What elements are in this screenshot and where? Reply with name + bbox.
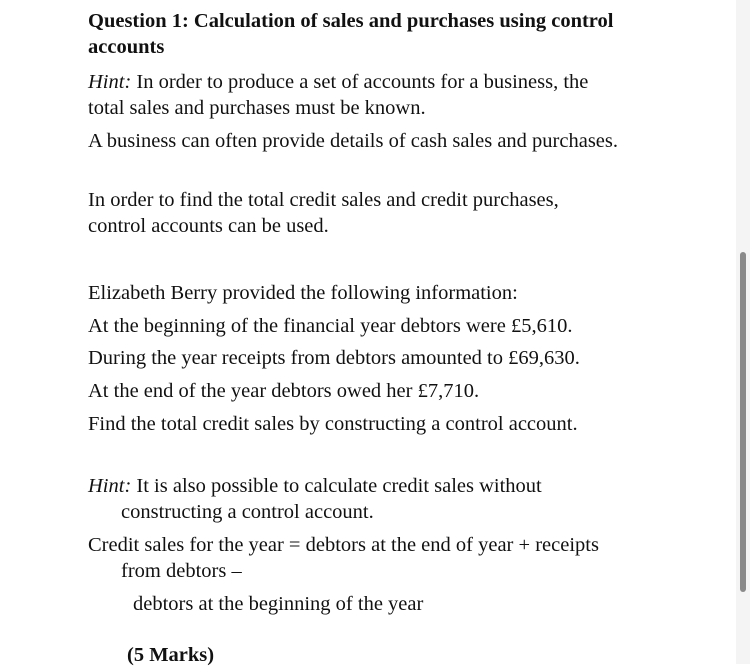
scrollbar-thumb[interactable] (740, 252, 746, 592)
question-title-line-1: Question 1: Calculation of sales and purchases using control (88, 10, 614, 32)
info-line-1: Elizabeth Berry provided the following information: (88, 282, 518, 304)
hint-1-line-1 (88, 69, 588, 95)
paragraph-2-line-2: control accounts can be used. (88, 215, 329, 237)
hint-1-text: In order to produce a set of accounts for a business, the (131, 71, 589, 93)
hint-2-text: It is also possible to calculate credit sales without (131, 475, 542, 497)
hint-2-line-1 (88, 473, 542, 499)
info-line-2: At the beginning of the financial year debtors were £5,610. (88, 315, 573, 337)
paragraph-1: A business can often provide details of cash sales and purchases. (88, 130, 619, 152)
question-title-line-2: accounts (88, 36, 165, 58)
paragraph-2-line-1: In order to find the total credit sales and credit purchases, (88, 189, 559, 211)
formula-line-3: debtors at the beginning of the year (133, 593, 424, 615)
info-line-3: During the year receipts from debtors amounted to £69,630. (88, 347, 580, 369)
hint-2-line-2: constructing a control account. (121, 501, 374, 523)
info-line-5: Find the total credit sales by constructing a control account. (88, 413, 578, 435)
formula-line-2: from debtors – (121, 560, 242, 582)
info-line-4: At the end of the year debtors owed her £7,710. (88, 380, 480, 402)
scrollbar[interactable] (736, 0, 750, 664)
hint-1-label: Hint: (88, 71, 132, 93)
hint-1-line-2: total sales and purchases must be known. (88, 97, 426, 119)
marks-label: (5 Marks) (127, 644, 215, 666)
hint-2-label: Hint: (88, 475, 132, 497)
formula-line-1: Credit sales for the year = debtors at the end of year + receipts (88, 534, 599, 556)
